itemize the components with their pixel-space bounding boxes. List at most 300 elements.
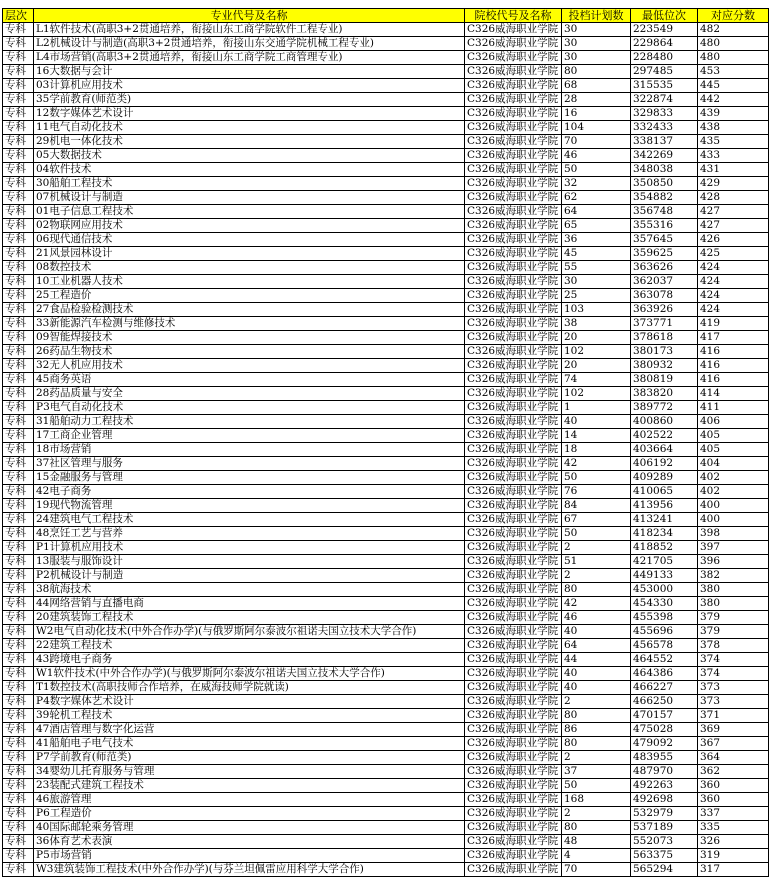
cell-min-rank: 537189 <box>631 821 698 835</box>
cell-level: 专科 <box>3 359 34 373</box>
cell-level: 专科 <box>3 625 34 639</box>
cell-min-rank: 402522 <box>631 429 698 443</box>
cell-level: 专科 <box>3 751 34 765</box>
cell-school: C326威海职业学院 <box>465 23 562 37</box>
cell-school: C326威海职业学院 <box>465 121 562 135</box>
cell-min-rank: 466250 <box>631 695 698 709</box>
table-row <box>3 779 769 793</box>
cell-major: 46旅游管理 <box>34 793 465 807</box>
table-row <box>3 121 769 135</box>
cell-school: C326威海职业学院 <box>465 807 562 821</box>
cell-level: 专科 <box>3 177 34 191</box>
table-row <box>3 23 769 37</box>
header-score: 对应分数 <box>698 9 769 23</box>
table-row <box>3 135 769 149</box>
cell-plan-count: 102 <box>562 387 631 401</box>
cell-major: 43跨境电子商务 <box>34 653 465 667</box>
cell-score: 373 <box>698 695 769 709</box>
cell-school: C326威海职业学院 <box>465 261 562 275</box>
cell-major: P4数字媒体艺术设计 <box>34 695 465 709</box>
cell-plan-count: 2 <box>562 541 631 555</box>
cell-score: 378 <box>698 639 769 653</box>
table-row <box>3 653 769 667</box>
cell-min-rank: 464386 <box>631 667 698 681</box>
cell-level: 专科 <box>3 653 34 667</box>
cell-level: 专科 <box>3 219 34 233</box>
cell-min-rank: 380932 <box>631 359 698 373</box>
table-row <box>3 457 769 471</box>
cell-plan-count: 62 <box>562 191 631 205</box>
cell-plan-count: 50 <box>562 471 631 485</box>
cell-plan-count: 20 <box>562 331 631 345</box>
cell-level: 专科 <box>3 415 34 429</box>
cell-school: C326威海职业学院 <box>465 737 562 751</box>
table-row <box>3 331 769 345</box>
cell-min-rank: 348038 <box>631 163 698 177</box>
cell-school: C326威海职业学院 <box>465 429 562 443</box>
cell-score: 379 <box>698 625 769 639</box>
cell-school: C326威海职业学院 <box>465 233 562 247</box>
cell-major: 26药品生物技术 <box>34 345 465 359</box>
cell-school: C326威海职业学院 <box>465 93 562 107</box>
cell-score: 425 <box>698 247 769 261</box>
cell-min-rank: 356748 <box>631 205 698 219</box>
header-row <box>3 9 769 23</box>
cell-major: 30船舶工程技术 <box>34 177 465 191</box>
cell-plan-count: 2 <box>562 807 631 821</box>
table-row <box>3 499 769 513</box>
cell-plan-count: 103 <box>562 303 631 317</box>
header-level: 层次 <box>3 9 34 23</box>
cell-school: C326威海职业学院 <box>465 79 562 93</box>
cell-min-rank: 315535 <box>631 79 698 93</box>
cell-school: C326威海职业学院 <box>465 289 562 303</box>
cell-score: 337 <box>698 807 769 821</box>
cell-major: 36体育艺术表演 <box>34 835 465 849</box>
cell-plan-count: 30 <box>562 37 631 51</box>
cell-level: 专科 <box>3 79 34 93</box>
table-row <box>3 93 769 107</box>
table-row <box>3 667 769 681</box>
cell-major: W3建筑装饰工程技术(中外合作办学)(与芬兰坦佩雷应用科学大学合作) <box>34 863 465 877</box>
table-row <box>3 79 769 93</box>
cell-major: 40国际邮轮乘务管理 <box>34 821 465 835</box>
cell-min-rank: 362037 <box>631 275 698 289</box>
cell-score: 379 <box>698 611 769 625</box>
cell-min-rank: 479092 <box>631 737 698 751</box>
cell-score: 364 <box>698 751 769 765</box>
cell-plan-count: 36 <box>562 233 631 247</box>
table-row <box>3 247 769 261</box>
table-row <box>3 373 769 387</box>
cell-score: 438 <box>698 121 769 135</box>
cell-major: P1计算机应用技术 <box>34 541 465 555</box>
cell-plan-count: 64 <box>562 639 631 653</box>
cell-level: 专科 <box>3 541 34 555</box>
cell-major: 41船舶电子电气技术 <box>34 737 465 751</box>
cell-plan-count: 40 <box>562 415 631 429</box>
header-major: 专业代号及名称 <box>34 9 465 23</box>
cell-score: 373 <box>698 681 769 695</box>
cell-major: 25工程造价 <box>34 289 465 303</box>
cell-plan-count: 40 <box>562 681 631 695</box>
cell-school: C326威海职业学院 <box>465 317 562 331</box>
cell-plan-count: 32 <box>562 177 631 191</box>
cell-level: 专科 <box>3 37 34 51</box>
cell-plan-count: 1 <box>562 401 631 415</box>
cell-major: 15金融服务与管理 <box>34 471 465 485</box>
cell-major: 03计算机应用技术 <box>34 79 465 93</box>
table-row <box>3 751 769 765</box>
cell-level: 专科 <box>3 401 34 415</box>
cell-plan-count: 70 <box>562 135 631 149</box>
cell-plan-count: 45 <box>562 247 631 261</box>
cell-level: 专科 <box>3 513 34 527</box>
cell-major: 23装配式建筑工程技术 <box>34 779 465 793</box>
cell-min-rank: 329833 <box>631 107 698 121</box>
cell-major: L1软件技术(高职3+2贯通培养，衔接山东工商学院软件工程专业) <box>34 23 465 37</box>
cell-min-rank: 413956 <box>631 499 698 513</box>
cell-level: 专科 <box>3 527 34 541</box>
cell-score: 426 <box>698 233 769 247</box>
cell-school: C326威海职业学院 <box>465 555 562 569</box>
cell-min-rank: 492698 <box>631 793 698 807</box>
cell-level: 专科 <box>3 457 34 471</box>
table-row <box>3 177 769 191</box>
cell-school: C326威海职业学院 <box>465 863 562 877</box>
cell-school: C326威海职业学院 <box>465 303 562 317</box>
cell-min-rank: 455398 <box>631 611 698 625</box>
cell-major: 48烹饪工艺与营养 <box>34 527 465 541</box>
table-row <box>3 401 769 415</box>
cell-school: C326威海职业学院 <box>465 751 562 765</box>
cell-plan-count: 50 <box>562 779 631 793</box>
table-row <box>3 807 769 821</box>
cell-major: 09智能焊接技术 <box>34 331 465 345</box>
cell-min-rank: 418852 <box>631 541 698 555</box>
cell-plan-count: 2 <box>562 569 631 583</box>
cell-school: C326威海职业学院 <box>465 527 562 541</box>
table-row <box>3 821 769 835</box>
cell-min-rank: 380173 <box>631 345 698 359</box>
cell-plan-count: 64 <box>562 205 631 219</box>
cell-level: 专科 <box>3 149 34 163</box>
cell-level: 专科 <box>3 695 34 709</box>
cell-level: 专科 <box>3 569 34 583</box>
table-row <box>3 555 769 569</box>
cell-plan-count: 2 <box>562 695 631 709</box>
cell-school: C326威海职业学院 <box>465 107 562 121</box>
cell-school: C326威海职业学院 <box>465 275 562 289</box>
cell-school: C326威海职业学院 <box>465 653 562 667</box>
cell-major: 39轮机工程技术 <box>34 709 465 723</box>
cell-major: 08数控技术 <box>34 261 465 275</box>
table-row <box>3 387 769 401</box>
cell-level: 专科 <box>3 737 34 751</box>
cell-min-rank: 297485 <box>631 65 698 79</box>
cell-plan-count: 80 <box>562 65 631 79</box>
table-row <box>3 233 769 247</box>
cell-score: 419 <box>698 317 769 331</box>
cell-major: 07机械设计与制造 <box>34 191 465 205</box>
cell-min-rank: 354882 <box>631 191 698 205</box>
cell-plan-count: 46 <box>562 149 631 163</box>
cell-plan-count: 48 <box>562 835 631 849</box>
cell-plan-count: 102 <box>562 345 631 359</box>
cell-level: 专科 <box>3 93 34 107</box>
cell-min-rank: 409289 <box>631 471 698 485</box>
cell-school: C326威海职业学院 <box>465 821 562 835</box>
cell-major: T1数控技术(高职技师合作培养，在威海技师学院就读) <box>34 681 465 695</box>
cell-min-rank: 475028 <box>631 723 698 737</box>
cell-min-rank: 389772 <box>631 401 698 415</box>
cell-min-rank: 449133 <box>631 569 698 583</box>
cell-score: 371 <box>698 709 769 723</box>
cell-score: 424 <box>698 303 769 317</box>
table-row <box>3 37 769 51</box>
cell-score: 380 <box>698 583 769 597</box>
cell-min-rank: 350850 <box>631 177 698 191</box>
cell-major: 24建筑电气工程技术 <box>34 513 465 527</box>
cell-score: 400 <box>698 513 769 527</box>
cell-min-rank: 380819 <box>631 373 698 387</box>
cell-min-rank: 322874 <box>631 93 698 107</box>
cell-level: 专科 <box>3 345 34 359</box>
table-row <box>3 219 769 233</box>
cell-level: 专科 <box>3 429 34 443</box>
cell-level: 专科 <box>3 863 34 877</box>
cell-score: 360 <box>698 779 769 793</box>
cell-score: 402 <box>698 471 769 485</box>
cell-level: 专科 <box>3 23 34 37</box>
table-row <box>3 471 769 485</box>
cell-school: C326威海职业学院 <box>465 345 562 359</box>
cell-level: 专科 <box>3 793 34 807</box>
cell-major: 35学前教育(师范类) <box>34 93 465 107</box>
table-row <box>3 205 769 219</box>
cell-plan-count: 76 <box>562 485 631 499</box>
cell-level: 专科 <box>3 709 34 723</box>
cell-major: 28药品质量与安全 <box>34 387 465 401</box>
table-row <box>3 793 769 807</box>
cell-score: 400 <box>698 499 769 513</box>
cell-major: L4市场营销(高职3+2贯通培养，衔接山东工商学院工商管理专业) <box>34 51 465 65</box>
table-row <box>3 737 769 751</box>
table-row <box>3 107 769 121</box>
cell-min-rank: 456578 <box>631 639 698 653</box>
cell-level: 专科 <box>3 667 34 681</box>
cell-score: 396 <box>698 555 769 569</box>
cell-score: 369 <box>698 723 769 737</box>
cell-level: 专科 <box>3 765 34 779</box>
table-row <box>3 849 769 863</box>
cell-plan-count: 20 <box>562 359 631 373</box>
table-row <box>3 695 769 709</box>
cell-score: 380 <box>698 597 769 611</box>
cell-score: 417 <box>698 331 769 345</box>
cell-level: 专科 <box>3 289 34 303</box>
table-row <box>3 681 769 695</box>
table-row <box>3 709 769 723</box>
table-row <box>3 51 769 65</box>
cell-school: C326威海职业学院 <box>465 401 562 415</box>
cell-plan-count: 80 <box>562 709 631 723</box>
cell-score: 427 <box>698 205 769 219</box>
cell-score: 439 <box>698 107 769 121</box>
cell-plan-count: 80 <box>562 737 631 751</box>
cell-major: 18市场营销 <box>34 443 465 457</box>
cell-score: 404 <box>698 457 769 471</box>
cell-school: C326威海职业学院 <box>465 149 562 163</box>
cell-major: 12数字媒体艺术设计 <box>34 107 465 121</box>
cell-level: 专科 <box>3 163 34 177</box>
table-row <box>3 65 769 79</box>
cell-min-rank: 342269 <box>631 149 698 163</box>
cell-major: P5市场营销 <box>34 849 465 863</box>
cell-level: 专科 <box>3 317 34 331</box>
cell-level: 专科 <box>3 373 34 387</box>
table-row <box>3 317 769 331</box>
cell-plan-count: 80 <box>562 583 631 597</box>
table-row <box>3 625 769 639</box>
table-row <box>3 765 769 779</box>
cell-min-rank: 403664 <box>631 443 698 457</box>
cell-score: 428 <box>698 191 769 205</box>
cell-major: 33新能源汽车检测与维修技术 <box>34 317 465 331</box>
cell-school: C326威海职业学院 <box>465 65 562 79</box>
cell-min-rank: 418234 <box>631 527 698 541</box>
cell-score: 445 <box>698 79 769 93</box>
cell-plan-count: 50 <box>562 527 631 541</box>
cell-min-rank: 487970 <box>631 765 698 779</box>
table-row <box>3 443 769 457</box>
table-row <box>3 835 769 849</box>
cell-min-rank: 552073 <box>631 835 698 849</box>
cell-min-rank: 373771 <box>631 317 698 331</box>
cell-plan-count: 86 <box>562 723 631 737</box>
cell-min-rank: 359625 <box>631 247 698 261</box>
table-row <box>3 149 769 163</box>
cell-school: C326威海职业学院 <box>465 597 562 611</box>
table-row <box>3 289 769 303</box>
cell-plan-count: 50 <box>562 163 631 177</box>
cell-score: 374 <box>698 653 769 667</box>
cell-major: P2机械设计与制造 <box>34 569 465 583</box>
cell-plan-count: 16 <box>562 107 631 121</box>
cell-plan-count: 42 <box>562 597 631 611</box>
cell-min-rank: 413241 <box>631 513 698 527</box>
cell-major: 13服装与服饰设计 <box>34 555 465 569</box>
cell-school: C326威海职业学院 <box>465 359 562 373</box>
cell-level: 专科 <box>3 681 34 695</box>
cell-min-rank: 229864 <box>631 37 698 51</box>
cell-school: C326威海职业学院 <box>465 611 562 625</box>
cell-plan-count: 30 <box>562 275 631 289</box>
cell-level: 专科 <box>3 387 34 401</box>
cell-major: 27食品检验检测技术 <box>34 303 465 317</box>
cell-level: 专科 <box>3 331 34 345</box>
cell-school: C326威海职业学院 <box>465 723 562 737</box>
cell-min-rank: 483955 <box>631 751 698 765</box>
cell-min-rank: 532979 <box>631 807 698 821</box>
cell-school: C326威海职业学院 <box>465 569 562 583</box>
cell-major: 42电子商务 <box>34 485 465 499</box>
cell-plan-count: 51 <box>562 555 631 569</box>
table-row <box>3 415 769 429</box>
cell-plan-count: 55 <box>562 261 631 275</box>
cell-major: W1软件技术(中外合作办学)(与俄罗斯阿尔泰波尔祖诺夫国立技术大学合作) <box>34 667 465 681</box>
cell-plan-count: 37 <box>562 765 631 779</box>
cell-major: 02物联网应用技术 <box>34 219 465 233</box>
cell-major: 19现代物流管理 <box>34 499 465 513</box>
cell-major: W2电气自动化技术(中外合作办学)(与俄罗斯阿尔泰波尔祖诺夫国立技术大学合作) <box>34 625 465 639</box>
table-row <box>3 261 769 275</box>
cell-major: 21风景园林设计 <box>34 247 465 261</box>
cell-school: C326威海职业学院 <box>465 457 562 471</box>
cell-level: 专科 <box>3 597 34 611</box>
cell-level: 专科 <box>3 807 34 821</box>
cell-min-rank: 378618 <box>631 331 698 345</box>
cell-level: 专科 <box>3 135 34 149</box>
cell-plan-count: 84 <box>562 499 631 513</box>
cell-level: 专科 <box>3 485 34 499</box>
cell-school: C326威海职业学院 <box>465 219 562 233</box>
cell-major: 20建筑装饰工程技术 <box>34 611 465 625</box>
cell-level: 专科 <box>3 499 34 513</box>
table-row <box>3 275 769 289</box>
cell-score: 367 <box>698 737 769 751</box>
cell-score: 416 <box>698 373 769 387</box>
cell-score: 382 <box>698 569 769 583</box>
cell-school: C326威海职业学院 <box>465 583 562 597</box>
cell-score: 424 <box>698 261 769 275</box>
cell-plan-count: 30 <box>562 23 631 37</box>
cell-major: 38航海技术 <box>34 583 465 597</box>
cell-score: 424 <box>698 275 769 289</box>
cell-score: 411 <box>698 401 769 415</box>
cell-major: 22建筑工程技术 <box>34 639 465 653</box>
cell-major: 32无人机应用技术 <box>34 359 465 373</box>
table-row <box>3 611 769 625</box>
cell-level: 专科 <box>3 723 34 737</box>
cell-level: 专科 <box>3 275 34 289</box>
cell-min-rank: 464552 <box>631 653 698 667</box>
header-plan-count: 投档计划数 <box>562 9 631 23</box>
cell-level: 专科 <box>3 443 34 457</box>
cell-school: C326威海职业学院 <box>465 191 562 205</box>
cell-score: 431 <box>698 163 769 177</box>
cell-score: 480 <box>698 37 769 51</box>
cell-major: 10工业机器人技术 <box>34 275 465 289</box>
cell-major: 37社区管理与服务 <box>34 457 465 471</box>
cell-score: 326 <box>698 835 769 849</box>
table-row <box>3 191 769 205</box>
cell-level: 专科 <box>3 849 34 863</box>
cell-plan-count: 68 <box>562 79 631 93</box>
cell-plan-count: 42 <box>562 457 631 471</box>
cell-major: 01电子信息工程技术 <box>34 205 465 219</box>
cell-level: 专科 <box>3 191 34 205</box>
cell-major: 16大数据与会计 <box>34 65 465 79</box>
table-row <box>3 163 769 177</box>
table-body <box>3 23 769 877</box>
cell-school: C326威海职业学院 <box>465 681 562 695</box>
cell-min-rank: 355316 <box>631 219 698 233</box>
cell-min-rank: 363626 <box>631 261 698 275</box>
cell-major: 06现代通信技术 <box>34 233 465 247</box>
cell-min-rank: 400860 <box>631 415 698 429</box>
header-school: 院校代号及名称 <box>465 9 562 23</box>
